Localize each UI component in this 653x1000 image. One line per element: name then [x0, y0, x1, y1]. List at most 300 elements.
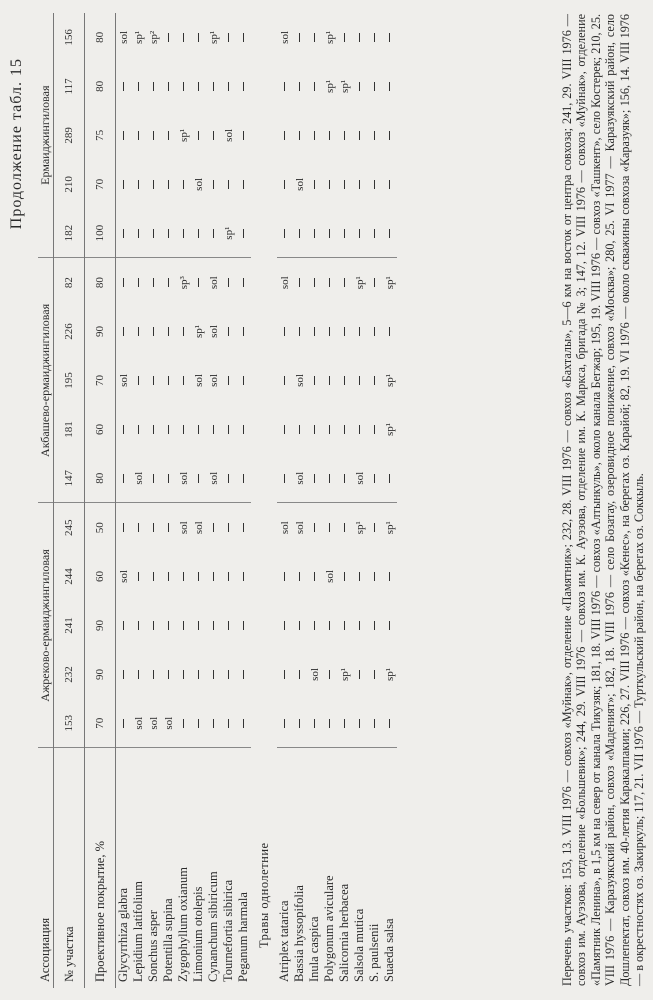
plot-number: 226	[54, 307, 85, 356]
empty-cell	[367, 552, 382, 601]
empty-cell	[206, 405, 221, 454]
perennials-body	[116, 13, 252, 988]
empty-cell	[382, 62, 397, 111]
dash-mark	[374, 670, 375, 679]
empty-cell	[131, 258, 146, 307]
empty-cell	[307, 601, 322, 650]
empty-cell	[367, 13, 382, 62]
coverage-value: 80	[85, 13, 116, 62]
dash-mark	[183, 33, 184, 42]
dash-mark	[329, 376, 330, 385]
empty-cell	[277, 552, 292, 601]
empty-cell	[221, 356, 236, 405]
dash-mark	[374, 474, 375, 483]
dash-mark	[183, 572, 184, 581]
abundance-value: sol	[161, 699, 176, 748]
dash-mark	[123, 131, 124, 140]
empty-cell	[116, 699, 132, 748]
abundance-value: sol	[323, 570, 336, 583]
empty-cell	[131, 552, 146, 601]
dash-mark	[168, 376, 169, 385]
abundance-value: sp¹	[221, 209, 236, 258]
empty-cell	[221, 62, 236, 111]
dash-mark	[168, 523, 169, 532]
abundance-value: sp¹	[338, 667, 351, 682]
dash-mark	[228, 425, 229, 434]
empty-cell	[337, 405, 352, 454]
dash-mark	[243, 719, 244, 728]
dash-mark	[389, 719, 390, 728]
empty-cell	[161, 356, 176, 405]
species-name: Salsola mutica	[352, 908, 366, 982]
dash-mark	[299, 719, 300, 728]
table-row	[352, 13, 367, 988]
empty-cell	[382, 699, 397, 748]
dash-mark	[138, 621, 139, 630]
dash-mark	[374, 523, 375, 532]
plot-number: 147	[54, 454, 85, 503]
dash-mark	[228, 327, 229, 336]
dash-mark	[243, 278, 244, 287]
dash-mark	[228, 523, 229, 532]
empty-cell	[307, 111, 322, 160]
dash-mark	[228, 670, 229, 679]
dash-mark	[168, 33, 169, 42]
empty-cell	[322, 209, 337, 258]
dash-mark	[299, 425, 300, 434]
empty-cell	[146, 307, 161, 356]
empty-cell	[191, 405, 206, 454]
plot-number: 153	[54, 699, 85, 748]
empty-cell	[352, 62, 367, 111]
empty-cell	[277, 601, 292, 650]
dash-mark	[374, 180, 375, 189]
dash-mark	[228, 33, 229, 42]
coverage-label: Проективное покрытие, %	[85, 748, 116, 988]
empty-cell	[191, 552, 206, 601]
dash-mark	[183, 327, 184, 336]
dash-mark	[138, 670, 139, 679]
empty-cell	[146, 454, 161, 503]
empty-cell	[337, 258, 352, 307]
abundance-value: sol	[207, 325, 220, 338]
dash-mark	[183, 229, 184, 238]
dash-mark	[123, 327, 124, 336]
abundance-value: sol	[222, 128, 235, 142]
dash-mark	[123, 229, 124, 238]
empty-cell	[131, 307, 146, 356]
dash-mark	[299, 131, 300, 140]
dash-mark	[389, 180, 390, 189]
dash-mark	[344, 180, 345, 189]
dash-mark	[243, 229, 244, 238]
empty-cell	[146, 405, 161, 454]
dash-mark	[243, 572, 244, 581]
dash-mark	[299, 229, 300, 238]
dash-mark	[153, 425, 154, 434]
dash-mark	[329, 425, 330, 434]
dash-mark	[344, 131, 345, 140]
dash-mark	[168, 572, 169, 581]
abundance-value: sol	[117, 30, 130, 44]
abundance-value: sp¹	[383, 521, 396, 535]
abundance-value: sol	[131, 454, 146, 503]
dash-mark	[138, 425, 139, 434]
coverage-value: 100	[85, 209, 116, 258]
empty-cell	[161, 62, 176, 111]
empty-cell	[337, 209, 352, 258]
empty-cell	[161, 307, 176, 356]
empty-cell	[131, 405, 146, 454]
dash-mark	[374, 425, 375, 434]
empty-cell	[307, 307, 322, 356]
dash-mark	[168, 278, 169, 287]
empty-cell	[322, 356, 337, 405]
species-name: Zygophyllum oxianum	[176, 867, 190, 982]
dash-mark	[359, 572, 360, 581]
dash-mark	[359, 327, 360, 336]
empty-cell	[307, 356, 322, 405]
empty-cell	[382, 307, 397, 356]
dash-mark	[359, 376, 360, 385]
abundance-value: sp¹	[383, 422, 396, 436]
empty-cell	[191, 650, 206, 699]
empty-cell	[221, 454, 236, 503]
empty-cell	[382, 552, 397, 601]
coverage-value: 50	[85, 503, 116, 552]
dash-mark	[374, 572, 375, 581]
dash-mark	[153, 621, 154, 630]
empty-cell	[322, 405, 337, 454]
plot-number: 82	[54, 258, 85, 307]
dash-mark	[284, 131, 285, 140]
empty-cell	[307, 552, 322, 601]
empty-cell	[277, 650, 292, 699]
empty-cell	[307, 699, 322, 748]
empty-cell	[161, 405, 176, 454]
abundance-value: sol	[146, 699, 161, 748]
empty-cell	[352, 650, 367, 699]
empty-cell	[367, 307, 382, 356]
dash-mark	[138, 523, 139, 532]
empty-cell	[176, 650, 191, 699]
empty-cell	[176, 209, 191, 258]
plot-number: 195	[54, 356, 85, 405]
empty-cell	[352, 405, 367, 454]
plot-number-row	[54, 13, 85, 988]
empty-cell	[307, 209, 322, 258]
empty-cell	[236, 258, 251, 307]
dash-mark	[359, 425, 360, 434]
coverage-value: 90	[85, 650, 116, 699]
table-row	[277, 13, 292, 988]
abundance-value: sol	[293, 374, 306, 387]
empty-cell	[382, 160, 397, 209]
dash-mark	[243, 82, 244, 91]
dash-mark	[314, 474, 315, 483]
abundance-value: sol	[207, 374, 220, 387]
empty-cell	[146, 650, 161, 699]
species-name: Salicornia herbacea	[337, 883, 351, 982]
empty-cell	[221, 601, 236, 650]
species-name: Glycyrrhiza glabra	[116, 887, 130, 982]
empty-cell	[221, 258, 236, 307]
abundance-value: sp¹	[132, 30, 145, 44]
species-name: Atriplex tatarica	[277, 900, 291, 982]
table-row	[292, 13, 307, 988]
empty-cell	[161, 111, 176, 160]
coverage-value: 60	[85, 405, 116, 454]
abundance-value: sp¹	[353, 276, 366, 290]
dash-mark	[299, 621, 300, 630]
empty-cell	[176, 552, 191, 601]
abundance-value: sol	[293, 177, 306, 191]
dash-mark	[389, 82, 390, 91]
dash-mark	[359, 719, 360, 728]
empty-cell	[176, 13, 191, 62]
empty-cell	[307, 258, 322, 307]
plot-number: 245	[54, 503, 85, 552]
empty-cell	[236, 601, 251, 650]
empty-cell	[206, 503, 221, 552]
dash-mark	[299, 327, 300, 336]
plot-list-footnote: Перечень участков: 153, 13. VIII 1976 — совхоз «Муйнак», отделение «Памятник»; 232, 28. VIII 1976 — совхоз «Бахталы», 5—6 км на восток от центра совхоза; 241, 29. VIII 1976 — совхоз им. Ауэзова, отделение «Большевик»; 244, 29. VIII 1976 — совхоз им. К. Ауэзова, отделение им. К. Маркса, бригада № 3; 147, 12. VIII 1976 — совхоз «Муйнак», отделение «Памятник Ленина», в 1,5 км на север от канала Тикузяк; 181, 18. VIII 1976 — совхоз «Алтынкуль», около канала Бегжар; 195, 19. VIII 1976 — совхоз «Ташкент», село Костерек; 210, 25. VIII 1976 — Каразуякский район, совхоз «Маденият»; 182, 18. VIII 1976 — село Бозатау, озеровидное понижение, совхоз «Москва»; 280, 25. VI 1977 — Каразуякский район, село Дошлепектат, совхоз им. 40-летия Каракалпакии; 226, 27. VIII 1976 — совхоз «Кенес», на берегах оз. Карайой; 82, 19. VI 1976 — около скважины совхоза «Каразуяк»; 156, 14. VIII 1976 — в окрестностях оз. Закиркуль; 117, 21. VII 1976 — Турткульский район, на берегах оз. Соккыль.	[560, 14, 647, 986]
abundance-value: sol	[117, 570, 130, 583]
abundance-value: sol	[131, 699, 146, 748]
dash-mark	[314, 572, 315, 581]
dash-mark	[359, 33, 360, 42]
empty-cell	[337, 454, 352, 503]
dash-mark	[243, 621, 244, 630]
species-name: Cynanchum sibiricum	[206, 871, 220, 982]
species-name: S. paulsenii	[367, 923, 381, 982]
table-row	[382, 13, 397, 988]
empty-cell	[292, 62, 307, 111]
dash-mark	[168, 474, 169, 483]
empty-cell	[116, 209, 132, 258]
dash-mark	[123, 621, 124, 630]
empty-cell	[322, 111, 337, 160]
plot-number: 156	[54, 13, 85, 62]
empty-cell	[307, 160, 322, 209]
empty-cell	[206, 699, 221, 748]
species-name: Peganum harmala	[236, 892, 250, 982]
dash-mark	[374, 278, 375, 287]
header-groups-row	[38, 13, 54, 988]
plot-number: 210	[54, 160, 85, 209]
empty-cell	[206, 552, 221, 601]
dash-mark	[138, 376, 139, 385]
empty-cell	[236, 307, 251, 356]
continuation-title: Продолжение табл. 15	[8, 58, 25, 230]
empty-cell	[352, 111, 367, 160]
dash-mark	[213, 180, 214, 189]
dash-mark	[183, 376, 184, 385]
dash-mark	[168, 180, 169, 189]
group-header-1: Ажреково-ермаиджингиловая	[38, 503, 54, 748]
species-name: Sonchus asper	[146, 910, 160, 982]
empty-cell	[131, 160, 146, 209]
empty-cell	[131, 62, 146, 111]
dash-mark	[138, 229, 139, 238]
dash-mark	[198, 425, 199, 434]
empty-cell	[191, 601, 206, 650]
empty-cell	[337, 111, 352, 160]
empty-cell	[352, 13, 367, 62]
table-row	[307, 13, 322, 988]
species-table	[38, 13, 397, 988]
dash-mark	[168, 425, 169, 434]
empty-cell	[236, 160, 251, 209]
dash-mark	[123, 425, 124, 434]
empty-cell	[206, 62, 221, 111]
dash-mark	[299, 278, 300, 287]
empty-cell	[176, 307, 191, 356]
dash-mark	[284, 82, 285, 91]
dash-mark	[389, 474, 390, 483]
empty-cell	[292, 209, 307, 258]
empty-cell	[382, 454, 397, 503]
dash-mark	[284, 425, 285, 434]
dash-mark	[153, 474, 154, 483]
dash-mark	[314, 376, 315, 385]
empty-cell	[116, 650, 132, 699]
dash-mark	[153, 229, 154, 238]
abundance-value: sol	[192, 521, 205, 535]
dash-mark	[344, 474, 345, 483]
species-name: Tournefortia sibirica	[221, 879, 235, 982]
empty-cell	[292, 699, 307, 748]
coverage-value: 80	[85, 258, 116, 307]
empty-cell	[221, 405, 236, 454]
dash-mark	[138, 180, 139, 189]
dash-mark	[389, 572, 390, 581]
empty-cell	[367, 503, 382, 552]
dash-mark	[153, 572, 154, 581]
dash-mark	[153, 278, 154, 287]
empty-cell	[206, 111, 221, 160]
abundance-value: sol	[177, 521, 190, 535]
empty-cell	[221, 160, 236, 209]
species-name: Bassia hyssopifolia	[292, 885, 306, 982]
empty-cell	[131, 356, 146, 405]
empty-cell	[367, 209, 382, 258]
empty-cell	[236, 209, 251, 258]
dash-mark	[314, 278, 315, 287]
dash-mark	[314, 523, 315, 532]
dash-mark	[299, 572, 300, 581]
dash-mark	[138, 572, 139, 581]
abundance-value: sp²	[147, 30, 160, 44]
dash-mark	[314, 180, 315, 189]
dash-mark	[153, 376, 154, 385]
empty-cell	[352, 552, 367, 601]
dash-mark	[284, 670, 285, 679]
table-row	[367, 13, 382, 988]
empty-cell	[352, 209, 367, 258]
dash-mark	[228, 474, 229, 483]
empty-cell	[277, 160, 292, 209]
dash-mark	[198, 82, 199, 91]
empty-cell	[116, 454, 132, 503]
empty-cell	[176, 699, 191, 748]
dash-mark	[243, 474, 244, 483]
empty-cell	[221, 650, 236, 699]
dash-mark	[243, 670, 244, 679]
dash-mark	[284, 474, 285, 483]
empty-cell	[146, 601, 161, 650]
dash-mark	[198, 670, 199, 679]
abundance-value: sol	[192, 177, 205, 191]
empty-cell	[221, 699, 236, 748]
empty-cell	[277, 307, 292, 356]
abundance-value: sp¹	[177, 128, 190, 142]
abundance-value: sp¹	[338, 79, 351, 93]
table-row	[191, 13, 206, 988]
coverage-value: 75	[85, 111, 116, 160]
dash-mark	[198, 474, 199, 483]
dash-mark	[228, 278, 229, 287]
empty-cell	[292, 650, 307, 699]
dash-mark	[329, 131, 330, 140]
empty-cell	[322, 650, 337, 699]
empty-cell	[236, 454, 251, 503]
dash-mark	[329, 180, 330, 189]
dash-mark	[389, 33, 390, 42]
dash-mark	[183, 425, 184, 434]
plot-number: 241	[54, 601, 85, 650]
association-header: Ассоциация	[38, 748, 54, 988]
dash-mark	[344, 327, 345, 336]
group-header-2: Акбашево-ермаиджингиловая	[38, 258, 54, 503]
dash-mark	[299, 82, 300, 91]
abundance-value: sp¹	[192, 324, 205, 338]
dash-mark	[213, 425, 214, 434]
table-row	[337, 13, 352, 988]
dash-mark	[243, 327, 244, 336]
abundance-value: sol	[207, 276, 220, 290]
dash-mark	[359, 670, 360, 679]
empty-cell	[367, 111, 382, 160]
abundance-value: sol	[278, 30, 291, 44]
dash-mark	[183, 180, 184, 189]
empty-cell	[337, 160, 352, 209]
empty-cell	[191, 258, 206, 307]
empty-cell	[176, 405, 191, 454]
dash-mark	[389, 131, 390, 140]
empty-cell	[337, 13, 352, 62]
dash-mark	[138, 278, 139, 287]
empty-cell	[292, 111, 307, 160]
empty-cell	[236, 356, 251, 405]
empty-cell	[322, 699, 337, 748]
dash-mark	[168, 229, 169, 238]
empty-cell	[367, 62, 382, 111]
empty-cell	[277, 111, 292, 160]
dash-mark	[314, 425, 315, 434]
dash-mark	[123, 523, 124, 532]
dash-mark	[168, 82, 169, 91]
dash-mark	[374, 327, 375, 336]
dash-mark	[314, 82, 315, 91]
empty-cell	[236, 503, 251, 552]
empty-cell	[146, 258, 161, 307]
dash-mark	[359, 82, 360, 91]
empty-cell	[221, 552, 236, 601]
dash-mark	[329, 278, 330, 287]
empty-cell	[191, 62, 206, 111]
empty-cell	[161, 160, 176, 209]
